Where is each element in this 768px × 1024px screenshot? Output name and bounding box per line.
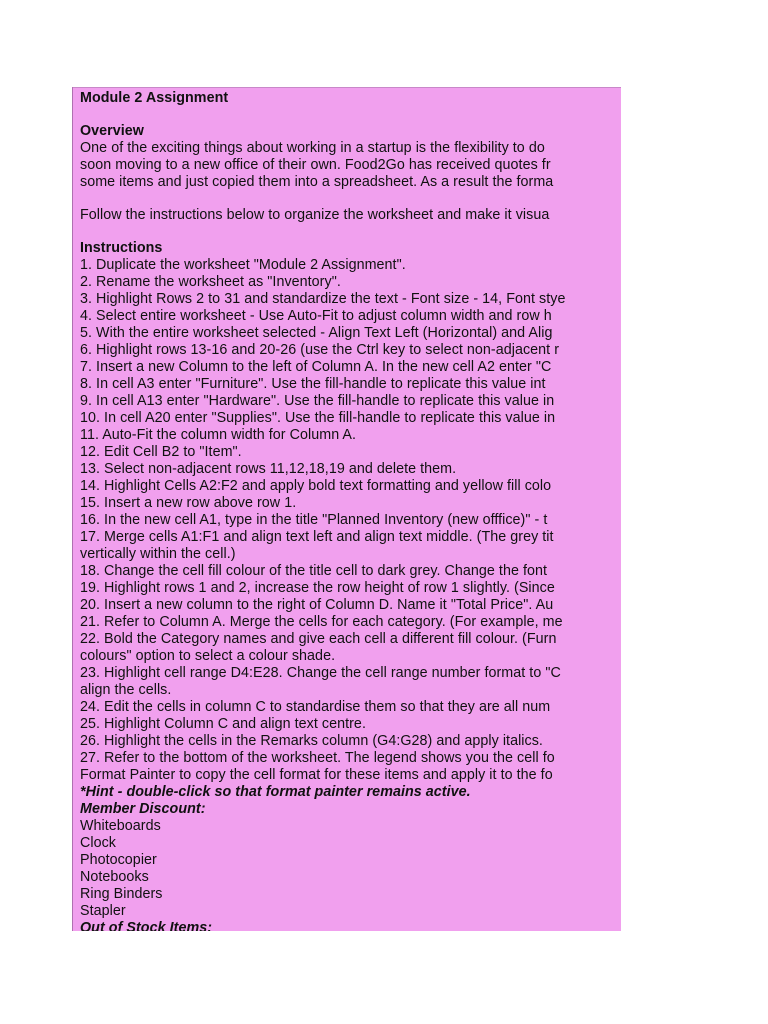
instruction-line: 1. Duplicate the worksheet "Module 2 Assignment". bbox=[80, 257, 406, 273]
instruction-line: 6. Highlight rows 13-16 and 20-26 (use the Ctrl key to select non-adjacent r bbox=[80, 342, 560, 358]
instruction-line: 14. Highlight Cells A2:F2 and apply bold text formatting and yellow fill colo bbox=[80, 478, 552, 494]
instruction-line: 23. Highlight cell range D4:E28. Change the cell range number format to "C bbox=[80, 665, 561, 681]
instruction-line: 24. Edit the cells in column C to standardise them so that they are all num bbox=[80, 699, 551, 715]
instruction-line: 7. Insert a new Column to the left of Column A. In the new cell A2 enter "C bbox=[80, 359, 552, 375]
instruction-line: 26. Highlight the cells in the Remarks column (G4:G28) and apply italics. bbox=[80, 733, 543, 749]
worksheet-area bbox=[72, 87, 621, 931]
doc-title: Module 2 Assignment bbox=[80, 90, 229, 106]
instruction-line: 10. In cell A20 enter "Supplies". Use the fill-handle to replicate this value in bbox=[80, 410, 556, 426]
instruction-line: Format Painter to copy the cell format for these items and apply it to the fo bbox=[80, 767, 553, 783]
list-item: Whiteboards bbox=[80, 818, 161, 834]
instruction-line: colours" option to select a colour shade. bbox=[80, 648, 336, 664]
follow-line: Follow the instructions below to organize the worksheet and make it visua bbox=[80, 207, 550, 223]
worksheet-content bbox=[80, 90, 621, 931]
overview-line: soon moving to a new office of their own. Food2Go has received quotes fr bbox=[80, 157, 551, 173]
instruction-line: 2. Rename the worksheet as "Inventory". bbox=[80, 274, 341, 290]
member-discount-list bbox=[80, 818, 621, 920]
instruction-line: 19. Highlight rows 1 and 2, increase the row height of row 1 slightly. (Since bbox=[80, 580, 555, 596]
instruction-line: 18. Change the cell fill colour of the title cell to dark grey. Change the font bbox=[80, 563, 548, 579]
overview-line: some items and just copied them into a spreadsheet. As a result the forma bbox=[80, 174, 554, 190]
instruction-line: 12. Edit Cell B2 to "Item". bbox=[80, 444, 242, 460]
instruction-line: 25. Highlight Column C and align text centre. bbox=[80, 716, 366, 732]
instruction-line: 4. Select entire worksheet - Use Auto-Fit to adjust column width and row h bbox=[80, 308, 552, 324]
instruction-line: 8. In cell A3 enter "Furniture". Use the fill-handle to replicate this value int bbox=[80, 376, 546, 392]
overview-heading: Overview bbox=[80, 123, 144, 139]
instruction-line: 5. With the entire worksheet selected - Align Text Left (Horizontal) and Alig bbox=[80, 325, 553, 341]
spacer bbox=[80, 107, 621, 123]
instruction-line: align the cells. bbox=[80, 682, 172, 698]
instruction-line: vertically within the cell.) bbox=[80, 546, 236, 562]
list-item: Clock bbox=[80, 835, 116, 851]
out-of-stock-heading: Out of Stock Items: bbox=[80, 920, 213, 931]
list-item: Stapler bbox=[80, 903, 126, 919]
instruction-line: 11. Auto-Fit the column width for Column A. bbox=[80, 427, 357, 443]
instruction-line: 15. Insert a new row above row 1. bbox=[80, 495, 297, 511]
instruction-line: 3. Highlight Rows 2 to 31 and standardize the text - Font size - 14, Font stye bbox=[80, 291, 566, 307]
instruction-line: 21. Refer to Column A. Merge the cells for each category. (For example, me bbox=[80, 614, 563, 630]
instruction-line: 16. In the new cell A1, type in the title "Planned Inventory (new offfice)" - t bbox=[80, 512, 548, 528]
spacer bbox=[80, 191, 621, 207]
spacer bbox=[80, 224, 621, 240]
member-discount-heading: Member Discount: bbox=[80, 801, 206, 817]
list-item: Photocopier bbox=[80, 852, 157, 868]
instruction-line: 27. Refer to the bottom of the worksheet. The legend shows you the cell fo bbox=[80, 750, 555, 766]
instruction-line: 17. Merge cells A1:F1 and align text left and align text middle. (The grey tit bbox=[80, 529, 554, 545]
list-item: Ring Binders bbox=[80, 886, 163, 902]
instruction-line: 22. Bold the Category names and give each cell a different fill colour. (Furn bbox=[80, 631, 557, 647]
list-item: Notebooks bbox=[80, 869, 149, 885]
overview-line: One of the exciting things about working in a startup is the flexibility to do bbox=[80, 140, 545, 156]
hint-line: *Hint - double-click so that format painter remains active. bbox=[80, 784, 471, 800]
instruction-line: 9. In cell A13 enter "Hardware". Use the fill-handle to replicate this value in bbox=[80, 393, 555, 409]
instruction-line: 13. Select non-adjacent rows 11,12,18,19 and delete them. bbox=[80, 461, 457, 477]
sheet-top-border bbox=[73, 87, 621, 88]
instructions-list bbox=[80, 257, 621, 784]
instruction-line: 20. Insert a new column to the right of Column D. Name it "Total Price". Au bbox=[80, 597, 554, 613]
instructions-heading: Instructions bbox=[80, 240, 163, 256]
